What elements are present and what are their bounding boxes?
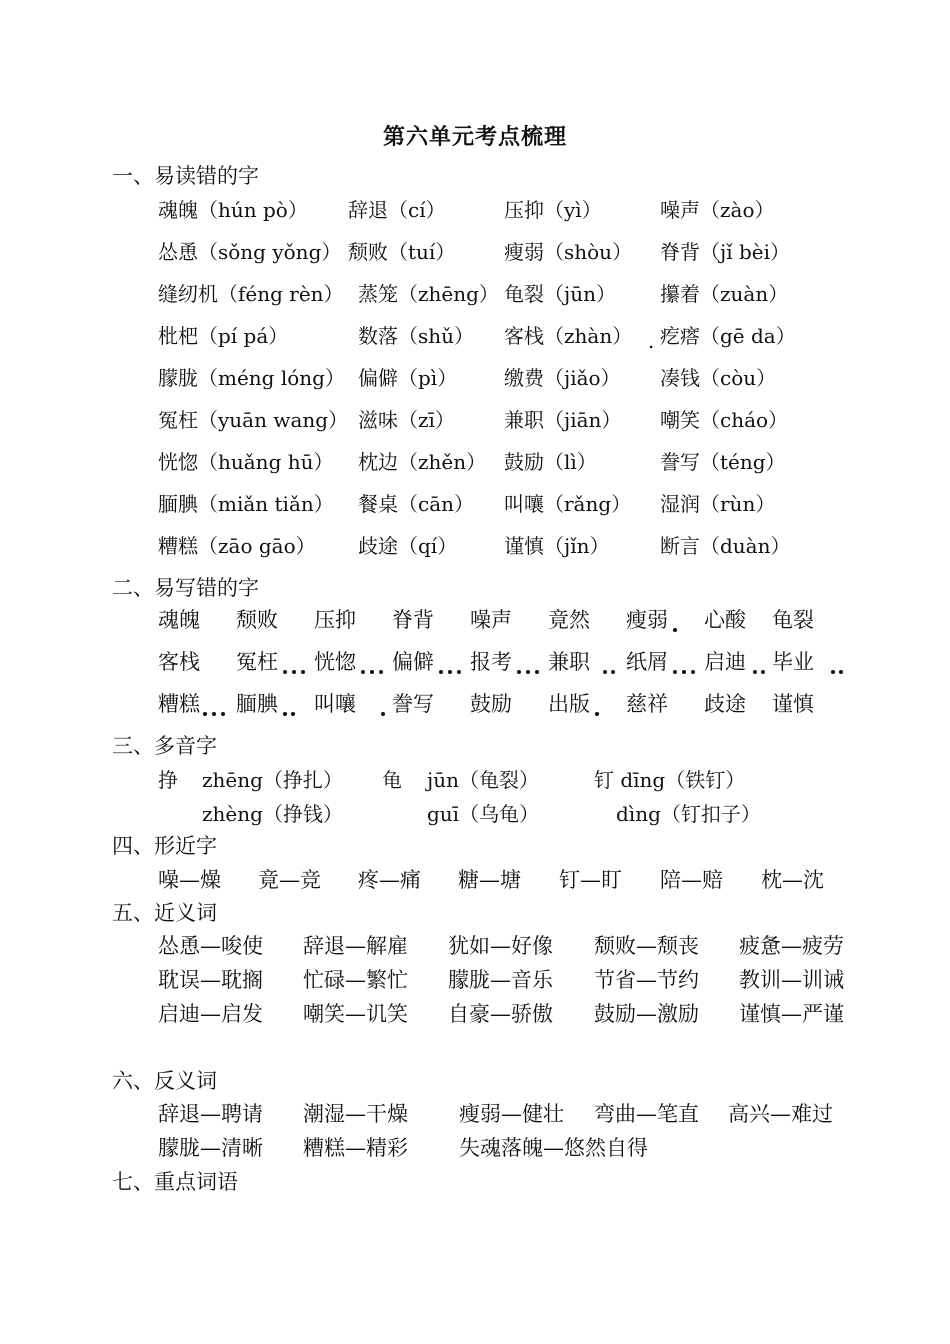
synonym-pair: 教训—训诫 bbox=[739, 968, 844, 992]
misread-item: 攥着（zuàn） bbox=[660, 282, 789, 306]
misread-item: 叫嚷（rǎng） bbox=[504, 492, 632, 516]
synonym-pair: 怂恿—唆使 bbox=[158, 934, 263, 958]
miswritten-word: 压抑 bbox=[314, 608, 356, 632]
similar-pair: 噪—燥 bbox=[158, 868, 221, 892]
misread-item: 糟糕（zāo gāo） bbox=[158, 534, 316, 558]
emphasis-dot bbox=[611, 670, 615, 674]
antonym-pair: 瘦弱—健壮 bbox=[459, 1102, 564, 1126]
emphasis-dot bbox=[603, 670, 607, 674]
synonym-pair: 疲惫—疲劳 bbox=[739, 934, 844, 958]
miswritten-word: 叫嚷 bbox=[314, 692, 356, 716]
synonym-pair: 耽误—耽搁 bbox=[158, 968, 263, 992]
miswritten-word: 报考 bbox=[470, 650, 512, 674]
misread-item: 缴费（jiǎo） bbox=[504, 366, 621, 390]
synonym-pair: 启迪—启发 bbox=[158, 1002, 263, 1026]
synonym-pair: 自豪—骄傲 bbox=[448, 1002, 553, 1026]
misread-item: 兼职（jiān） bbox=[504, 408, 622, 432]
synonym-pair: 谨慎—严谨 bbox=[739, 1002, 844, 1026]
section-heading-similar-chars: 四、形近字 bbox=[112, 834, 217, 858]
synonym-pair: 节省—节约 bbox=[594, 968, 699, 992]
misread-item: 朦胧（méng lóng） bbox=[158, 366, 345, 390]
emphasis-dots-group bbox=[283, 670, 305, 676]
misread-item: 湿润（rùn） bbox=[660, 492, 776, 516]
misread-item: 缝纫机（féng rèn） bbox=[158, 282, 344, 306]
antonym-pair: 辞退—聘请 bbox=[158, 1102, 263, 1126]
emphasis-dot bbox=[381, 712, 385, 716]
antonym-pair: 糟糕—精彩 bbox=[303, 1136, 408, 1160]
antonym-pair: 弯曲—笔直 bbox=[594, 1102, 699, 1126]
misread-item: 誊写（téng） bbox=[660, 450, 786, 474]
miswritten-word: 谨慎 bbox=[772, 692, 814, 716]
emphasis-dots-group bbox=[831, 670, 843, 676]
emphasis-dots-group bbox=[753, 670, 765, 676]
polyphonic-reading: 钉 dīng（铁钉） bbox=[594, 768, 746, 792]
miswritten-word: 出版 bbox=[548, 692, 590, 716]
emphasis-dot bbox=[439, 670, 443, 674]
similar-pair: 钉—盯 bbox=[559, 868, 622, 892]
misread-item: 怂恿（sǒng yǒng） bbox=[158, 240, 342, 264]
misread-item: 偏僻（pì） bbox=[358, 366, 458, 390]
miswritten-word: 魂魄 bbox=[158, 608, 200, 632]
miswritten-word: 毕业 bbox=[772, 650, 814, 674]
misread-item: 压抑（yì） bbox=[504, 198, 602, 222]
polyphonic-char: 挣 bbox=[158, 768, 178, 792]
misread-item: 枕边（zhěn） bbox=[358, 450, 487, 474]
miswritten-word: 颓败 bbox=[236, 608, 278, 632]
section-heading-polyphonic: 三、多音字 bbox=[112, 734, 217, 758]
misread-item: 魂魄（hún pò） bbox=[158, 198, 308, 222]
miswritten-word: 启迪 bbox=[704, 650, 746, 674]
emphasis-dot bbox=[370, 670, 374, 674]
page-title: 第六单元考点梳理 bbox=[382, 124, 567, 150]
misread-item: 歧途（qí） bbox=[358, 534, 458, 558]
misread-item: 嘲笑（cháo） bbox=[660, 408, 789, 432]
emphasis-dots-group bbox=[283, 712, 295, 718]
emphasis-dot bbox=[682, 670, 686, 674]
emphasis-dot bbox=[361, 670, 365, 674]
section-heading-misread: 一、易读错的字 bbox=[112, 164, 259, 188]
misread-item: 脊背（jǐ bèi） bbox=[660, 240, 790, 264]
misread-item: 龟裂（jūn） bbox=[504, 282, 616, 306]
emphasis-dots-group bbox=[673, 628, 677, 634]
misread-item: 断言（duàn） bbox=[660, 534, 791, 558]
polyphonic-reading: jūn（龟裂） bbox=[427, 768, 539, 792]
miswritten-word: 心酸 bbox=[704, 608, 746, 632]
miswritten-word: 瘦弱 bbox=[626, 608, 668, 632]
similar-pair: 疼—痛 bbox=[358, 868, 421, 892]
emphasis-dot bbox=[292, 670, 296, 674]
miswritten-word: 兼职 bbox=[548, 650, 590, 674]
emphasis-dot bbox=[221, 712, 225, 716]
emphasis-dot bbox=[291, 712, 295, 716]
synonym-pair: 鼓励—激励 bbox=[594, 1002, 699, 1026]
polyphonic-reading: zhēng（挣扎） bbox=[202, 768, 343, 792]
misread-item: 辞退（cí） bbox=[348, 198, 446, 222]
misread-item: 蒸笼（zhēng） bbox=[358, 282, 499, 306]
misread-item: 冤枉（yuān wang） bbox=[158, 408, 349, 432]
misread-item: 滋味（zī） bbox=[358, 408, 455, 432]
misread-item: 数落（shǔ） bbox=[358, 324, 475, 348]
emphasis-dot bbox=[517, 670, 521, 674]
emphasis-dot bbox=[673, 670, 677, 674]
emphasis-dots-group bbox=[361, 670, 383, 676]
misread-item: 凑钱（còu） bbox=[660, 366, 777, 390]
antonym-pair: 失魂落魄—悠然自得 bbox=[459, 1136, 648, 1160]
emphasis-dot bbox=[212, 712, 216, 716]
miswritten-word: 誊写 bbox=[392, 692, 434, 716]
polyphonic-reading: dìng（钉扣子） bbox=[616, 802, 761, 826]
emphasis-dot bbox=[526, 670, 530, 674]
miswritten-word: 脊背 bbox=[392, 608, 434, 632]
antonym-pair: 高兴—难过 bbox=[728, 1102, 833, 1126]
synonym-pair: 嘲笑—讥笑 bbox=[303, 1002, 408, 1026]
emphasis-dots-group bbox=[439, 670, 461, 676]
section-heading-key-words: 七、重点词语 bbox=[112, 1170, 238, 1194]
synonym-pair: 辞退—解雇 bbox=[303, 934, 408, 958]
misread-item: 颓败（tuí） bbox=[348, 240, 456, 264]
section-heading-miswritten: 二、易写错的字 bbox=[112, 576, 259, 600]
miswritten-word: 偏僻 bbox=[392, 650, 434, 674]
emphasis-dots-group bbox=[673, 670, 695, 676]
antonym-pair: 潮湿—干燥 bbox=[303, 1102, 408, 1126]
similar-pair: 枕—沈 bbox=[761, 868, 824, 892]
miswritten-word: 慈祥 bbox=[626, 692, 668, 716]
emphasis-dot bbox=[448, 670, 452, 674]
emphasis-dot bbox=[535, 670, 539, 674]
section-heading-synonyms: 五、近义词 bbox=[112, 901, 217, 925]
emphasis-dot bbox=[691, 670, 695, 674]
emphasis-dots-group bbox=[203, 712, 225, 718]
section-heading-antonyms: 六、反义词 bbox=[112, 1069, 217, 1093]
misread-item: 瘦弱（shòu） bbox=[504, 240, 633, 264]
misread-item: 恍惚（huǎng hū） bbox=[158, 450, 334, 474]
synonym-pair: 朦胧—音乐 bbox=[448, 968, 553, 992]
emphasis-dot bbox=[457, 670, 461, 674]
emphasis-dots-group bbox=[595, 712, 599, 718]
misread-item: 枇杷（pí pá） bbox=[158, 324, 289, 348]
miswritten-word: 竟然 bbox=[548, 608, 590, 632]
synonym-pair: 颓败—颓丧 bbox=[594, 934, 699, 958]
miswritten-word: 糟糕 bbox=[158, 692, 200, 716]
emphasis-dots-group bbox=[603, 670, 615, 676]
misread-item: 疙瘩（gē da） bbox=[660, 324, 796, 348]
miswritten-word: 恍惚 bbox=[314, 650, 356, 674]
emphasis-mark: . bbox=[648, 329, 655, 353]
emphasis-dot bbox=[839, 670, 843, 674]
emphasis-dots-group bbox=[517, 670, 539, 676]
emphasis-dot bbox=[761, 670, 765, 674]
similar-pair: 糖—塘 bbox=[458, 868, 521, 892]
misread-item: 噪声（zào） bbox=[660, 198, 775, 222]
emphasis-dot bbox=[283, 712, 287, 716]
miswritten-word: 纸屑 bbox=[626, 650, 668, 674]
similar-pair: 陪—赔 bbox=[660, 868, 723, 892]
misread-item: 鼓励（lì） bbox=[504, 450, 597, 474]
miswritten-word: 冤枉 bbox=[236, 650, 278, 674]
emphasis-dot bbox=[203, 712, 207, 716]
emphasis-dots-group bbox=[381, 712, 385, 718]
miswritten-word: 龟裂 bbox=[772, 608, 814, 632]
synonym-pair: 忙碌—繁忙 bbox=[303, 968, 408, 992]
antonym-pair: 朦胧—清晰 bbox=[158, 1136, 263, 1160]
miswritten-word: 歧途 bbox=[704, 692, 746, 716]
emphasis-dot bbox=[673, 628, 677, 632]
miswritten-word: 鼓励 bbox=[470, 692, 512, 716]
emphasis-dot bbox=[301, 670, 305, 674]
miswritten-word: 客栈 bbox=[158, 650, 200, 674]
emphasis-dot bbox=[831, 670, 835, 674]
emphasis-dot bbox=[283, 670, 287, 674]
similar-pair: 竟—竞 bbox=[258, 868, 321, 892]
synonym-pair: 犹如—好像 bbox=[448, 934, 553, 958]
misread-item: 客栈（zhàn） bbox=[504, 324, 633, 348]
polyphonic-reading: guī（乌龟） bbox=[427, 802, 540, 826]
emphasis-dot bbox=[595, 712, 599, 716]
polyphonic-char: 龟 bbox=[382, 768, 402, 792]
miswritten-word: 噪声 bbox=[470, 608, 512, 632]
polyphonic-reading: zhèng（挣钱） bbox=[202, 802, 343, 826]
misread-item: 腼腆（miǎn tiǎn） bbox=[158, 492, 334, 516]
miswritten-word: 腼腆 bbox=[236, 692, 278, 716]
misread-item: 餐桌（cān） bbox=[358, 492, 475, 516]
emphasis-dot bbox=[753, 670, 757, 674]
misread-item: 谨慎（jǐn） bbox=[504, 534, 610, 558]
emphasis-dot bbox=[379, 670, 383, 674]
